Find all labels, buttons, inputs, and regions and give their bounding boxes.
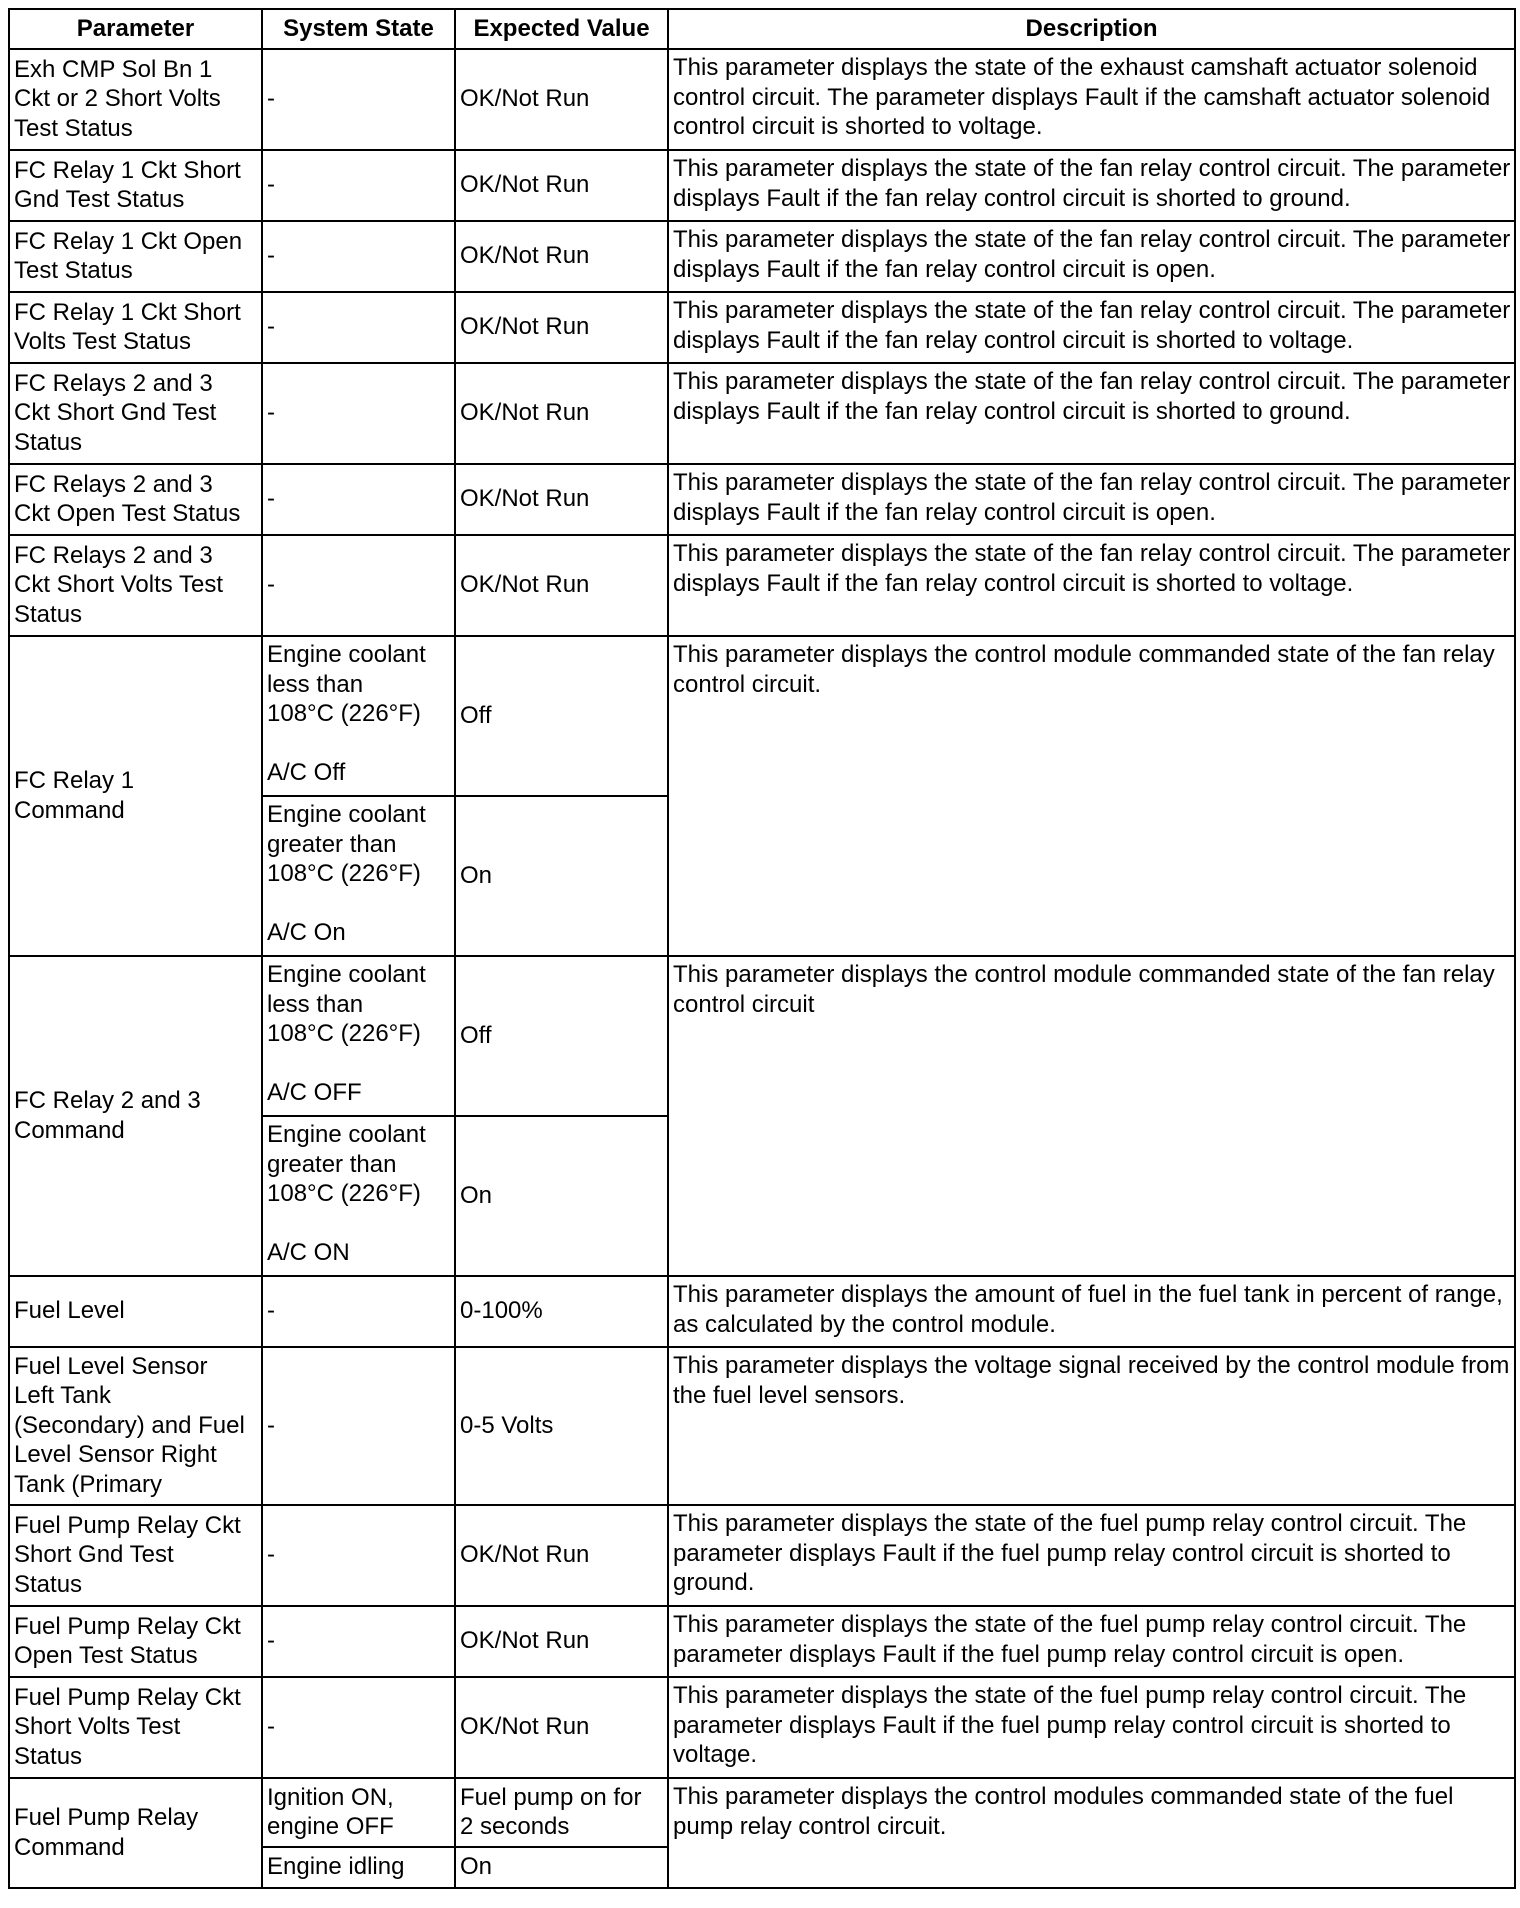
state-condition: Engine coolant greater than 108°C (226°F) [267,1121,426,1207]
expected-value-cell: OK/Not Run [455,464,668,535]
expected-value-cell: OK/Not Run [455,535,668,636]
system-state-cell [262,1116,455,1276]
parameter-cell: FC Relays 2 and 3 Ckt Open Test Status [9,464,262,535]
table-row [9,1778,1515,1847]
table-row [9,956,1515,1116]
parameter-cell: Fuel Level Sensor Left Tank (Secondary) and Fuel Level Sensor Right Tank (Primary [9,1347,262,1505]
expected-value-cell: On [455,1847,668,1888]
document-page [8,8,1516,1889]
system-state-cell: - [262,1347,455,1505]
description-cell: This parameter displays the state of the fuel pump relay control circuit. The parameter displays Fault if the fuel pump relay control circuit is shorted to ground. [668,1505,1515,1606]
table-row [9,221,1515,292]
table-row [9,1505,1515,1606]
expected-value-cell: On [455,1116,668,1276]
parameter-cell: FC Relay 1 Command [9,636,262,956]
state-ac: A/C Off [267,758,346,786]
table-row [9,150,1515,221]
table-row [9,1347,1515,1505]
description-cell: This parameter displays the state of the fan relay control circuit. The parameter displays Fault if the fan relay control circuit is shorted to ground. [668,363,1515,464]
state-condition: Engine coolant greater than 108°C (226°F) [267,801,426,887]
expected-value-cell: OK/Not Run [455,150,668,221]
header-expected-value: Expected Value [455,9,668,49]
system-state-cell: - [262,1505,455,1606]
parameter-cell: FC Relay 2 and 3 Command [9,956,262,1276]
expected-value-cell: OK/Not Run [455,49,668,150]
header-description: Description [668,9,1515,49]
parameter-cell: FC Relay 1 Ckt Short Gnd Test Status [9,150,262,221]
system-state-cell: - [262,363,455,464]
parameter-table [8,8,1516,1889]
system-state-cell: - [262,49,455,150]
expected-value-cell: Off [455,956,668,1116]
table-row [9,1677,1515,1778]
state-ac: A/C ON [267,1238,350,1266]
parameter-cell: Fuel Pump Relay Ckt Short Gnd Test Status [9,1505,262,1606]
table-row [9,1276,1515,1347]
expected-value-cell: OK/Not Run [455,1505,668,1606]
system-state-cell [262,636,455,796]
system-state-cell: Engine idling [262,1847,455,1888]
table-row [9,363,1515,464]
parameter-cell: Fuel Level [9,1276,262,1347]
table-row [9,535,1515,636]
parameter-cell: Fuel Pump Relay Command [9,1778,262,1888]
description-cell: This parameter displays the amount of fuel in the fuel tank in percent of range, as calculated by the control module. [668,1276,1515,1347]
description-cell: This parameter displays the state of the fan relay control circuit. The parameter displays Fault if the fan relay control circuit is open. [668,464,1515,535]
expected-value-cell: OK/Not Run [455,292,668,363]
parameter-cell: FC Relay 1 Ckt Short Volts Test Status [9,292,262,363]
description-cell: This parameter displays the control modules commanded state of the fuel pump relay control circuit. [668,1778,1515,1888]
table-row [9,292,1515,363]
system-state-cell: - [262,1276,455,1347]
expected-value-cell: Off [455,636,668,796]
description-cell: This parameter displays the control module commanded state of the fan relay control circuit [668,956,1515,1276]
state-condition: Engine coolant less than 108°C (226°F) [267,641,426,727]
expected-value-cell: OK/Not Run [455,363,668,464]
system-state-cell: - [262,464,455,535]
system-state-cell: Ignition ON, engine OFF [262,1778,455,1847]
expected-value-cell: Fuel pump on for 2 seconds [455,1778,668,1847]
parameter-cell: Fuel Pump Relay Ckt Open Test Status [9,1606,262,1677]
table-row [9,464,1515,535]
state-ac: A/C OFF [267,1078,362,1106]
description-cell: This parameter displays the state of the fan relay control circuit. The parameter displays Fault if the fan relay control circuit is shorted to voltage. [668,535,1515,636]
system-state-cell: - [262,1606,455,1677]
parameter-cell: Exh CMP Sol Bn 1 Ckt or 2 Short Volts Test Status [9,49,262,150]
expected-value-cell: 0-100% [455,1276,668,1347]
state-condition: Engine coolant less than 108°C (226°F) [267,961,426,1047]
parameter-cell: FC Relays 2 and 3 Ckt Short Gnd Test Status [9,363,262,464]
expected-value-cell: OK/Not Run [455,1677,668,1778]
system-state-cell: - [262,150,455,221]
header-parameter: Parameter [9,9,262,49]
expected-value-cell: 0-5 Volts [455,1347,668,1505]
system-state-cell: - [262,535,455,636]
table-row [9,1606,1515,1677]
system-state-cell [262,956,455,1116]
description-cell: This parameter displays the state of the fuel pump relay control circuit. The parameter displays Fault if the fuel pump relay control circuit is shorted to voltage. [668,1677,1515,1778]
header-system-state: System State [262,9,455,49]
description-cell: This parameter displays the voltage signal received by the control module from the fuel level sensors. [668,1347,1515,1505]
table-row [9,636,1515,796]
expected-value-cell: OK/Not Run [455,1606,668,1677]
description-cell: This parameter displays the control module commanded state of the fan relay control circuit. [668,636,1515,956]
description-cell: This parameter displays the state of the fan relay control circuit. The parameter displays Fault if the fan relay control circuit is open. [668,221,1515,292]
description-cell: This parameter displays the state of the fuel pump relay control circuit. The parameter displays Fault if the fuel pump relay control circuit is open. [668,1606,1515,1677]
system-state-cell: - [262,221,455,292]
state-ac: A/C On [267,918,346,946]
table-row [9,49,1515,150]
expected-value-cell: On [455,796,668,956]
parameter-cell: FC Relay 1 Ckt Open Test Status [9,221,262,292]
description-cell: This parameter displays the state of the exhaust camshaft actuator solenoid control circuit. The parameter displays Fault if the camshaft actuator solenoid control circuit is shorted to voltage. [668,49,1515,150]
expected-value-cell: OK/Not Run [455,221,668,292]
system-state-cell: - [262,1677,455,1778]
description-cell: This parameter displays the state of the fan relay control circuit. The parameter displays Fault if the fan relay control circuit is shorted to ground. [668,150,1515,221]
header-row [9,9,1515,49]
parameter-cell: Fuel Pump Relay Ckt Short Volts Test Status [9,1677,262,1778]
system-state-cell [262,796,455,956]
parameter-cell: FC Relays 2 and 3 Ckt Short Volts Test Status [9,535,262,636]
description-cell: This parameter displays the state of the fan relay control circuit. The parameter displays Fault if the fan relay control circuit is shorted to voltage. [668,292,1515,363]
system-state-cell: - [262,292,455,363]
